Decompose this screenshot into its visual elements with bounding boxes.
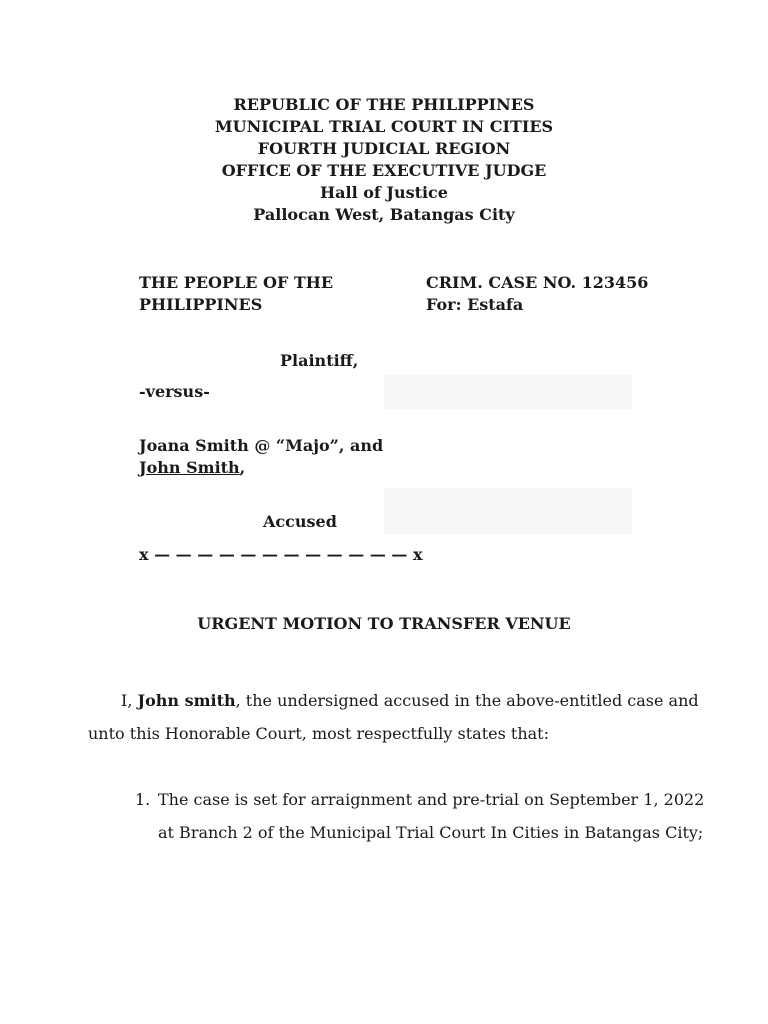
header-court: MUNICIPAL TRIAL COURT IN CITIES (214, 117, 554, 136)
header-republic: REPUBLIC OF THE PHILIPPINES (233, 95, 535, 114)
item-1-line-2: at Branch 2 of the Municipal Trial Court In Cities in Batangas City; (158, 823, 704, 842)
plaintiff-label: Plaintiff, (280, 351, 359, 370)
accused-name-line2 (139, 457, 383, 479)
case-info (426, 272, 648, 316)
plaintiff-name-line2: PHILIPPINES (139, 295, 263, 314)
header-region: FOURTH JUDICIAL REGION (257, 139, 511, 158)
plaintiff-name-line1: THE PEOPLE OF THE (139, 273, 334, 292)
item-1-line-1: The case is set for arraignment and pre-trial on September 1, 2022 (158, 790, 705, 809)
accused-names (139, 435, 383, 479)
versus-label: -versus- (139, 382, 210, 401)
redacted-area-2 (384, 488, 632, 534)
intro-line1-rest: , the undersigned accused in the above-entitled case and (235, 691, 699, 710)
intro-line-2: unto this Honorable Court, most respectfully states that: (88, 724, 549, 743)
redacted-area-1 (384, 375, 632, 409)
header-hall: Hall of Justice (320, 183, 448, 202)
motion-title: URGENT MOTION TO TRANSFER VENUE (197, 614, 571, 633)
intro-line-1 (121, 684, 699, 717)
item-1-number: 1. (135, 790, 151, 809)
accused-name-2-suffix: , (239, 458, 246, 477)
intro-name: John smith (137, 691, 236, 710)
accused-name-line1: Joana Smith @ “Majo”, and (139, 436, 384, 455)
accused-name-2: John Smith (139, 458, 240, 477)
header-office: OFFICE OF THE EXECUTIVE JUDGE (221, 161, 547, 180)
accused-label: Accused (263, 512, 337, 531)
case-offense: For: Estafa (426, 295, 524, 314)
intro-prefix: I, (121, 691, 138, 710)
court-header (0, 94, 768, 226)
plaintiff-name (139, 272, 333, 316)
case-number: CRIM. CASE NO. 123456 (426, 273, 649, 292)
header-address: Pallocan West, Batangas City (253, 205, 515, 224)
caption-separator: x — — — — — — — — — — — — x (139, 545, 423, 564)
